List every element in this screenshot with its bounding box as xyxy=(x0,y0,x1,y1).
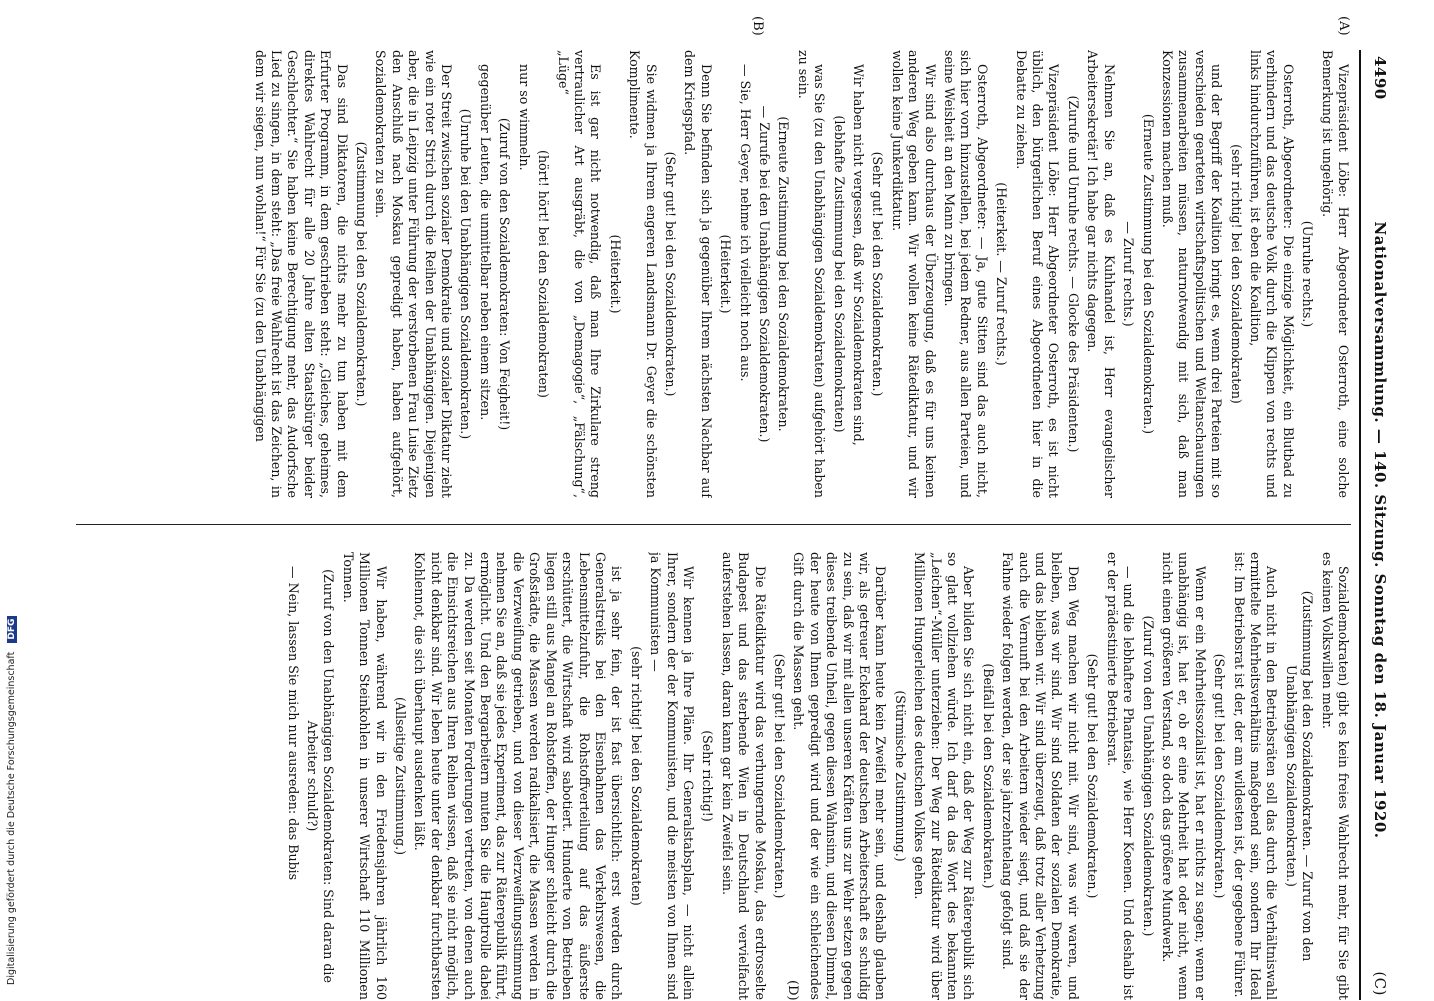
paragraph: Das sind Diktatoren, die nichts mehr zu tun haben mit dem Erfurter Programm, in dem geschrieben steht: „Gleiches, geheimes, direktes Wahlrecht für alle 20 Jahre alten Staatsbürger beider Geschlechter.“ Sie haben keine Berechtigung mehr, das Audorfsche Lied zu singen, in dem steht: „Das freie Wahlrecht ist das Zeichen, in dem wir siegen, nun wohlan!“ Für Sie (zu den Unabhängigen xyxy=(252,50,350,498)
document-page xyxy=(65,16,1395,1001)
paragraph: — Sie, Herr Geyer, nehme ich vielleicht noch aus. xyxy=(737,64,753,382)
paragraph: (Sehr gut! bei den Sozialdemokraten.) xyxy=(662,151,678,397)
margin-marker-d: (D) xyxy=(785,980,800,1001)
digitization-credit xyxy=(6,0,20,985)
paragraph: Darüber kann heute kein Zweifel mehr sein, und deshalb glauben wir, als getreuer Eckehard der deutschen Arbeiterschaft es schuldig zu sein, daß wir mit allen unseren Kräften uns zur Wehr setzen gegen dieses treibende Unheil, gegen diesen Wahnsinn, und diesen Dimmel, der heute von Ihnen gepredigt wird und der wie ein schleichendes Gift durch die Massen geht. xyxy=(791,552,889,1000)
dfg-logo: DFG xyxy=(7,616,17,643)
left-text-column xyxy=(76,50,1351,498)
paragraph: — Nein, lassen Sie mich nur ausreden: das Bubis xyxy=(285,566,301,881)
paragraph: (Erneute Zustimmung bei den Sozialdemokraten.) xyxy=(1140,113,1156,435)
paragraph: (Allseitige Zustimmung.) xyxy=(393,696,409,856)
paragraph: (Zustimmung bei den Sozialdemokraten. — Zuruf von den Unabhängigen Sozialdemokraten.) xyxy=(1283,590,1316,962)
paragraph: Sozialdemokraten) gibt es kein freies Wahlrecht mehr, für Sie gibt es keinen Volkswillen mehr. xyxy=(1319,552,1351,1000)
paragraph: Osterroth, Abgeordneter: — Ja, gute Sitten sind das auch nicht, sich hier vorn hinzustellen, bei jedem Redner, aus allen Parteien, und seine Weisheit an den Mann zu bringen. xyxy=(942,50,990,498)
paragraph: — Zuruf rechts.) xyxy=(1121,221,1137,327)
paragraph: Sie widmen ja Ihrem engeren Landsmann Dr. Geyer die schönsten Komplimente. xyxy=(627,50,659,498)
paragraph: (Zuruf von den Unabhängigen Sozialdemokraten.) xyxy=(1140,615,1156,937)
paragraph: Den Weg machen wir nicht mit. Wir sind, was wir waren, und bleiben, was wir sind. Wir sind Soldaten der sozialen Demokratie, und das bleiben wir. Wir sind überzeugt, daß trotz aller Verhetzung auch die Vernunft bei den Arbeitern wieder siegt, und daß sie der Fahne wieder folgen werden, der sie jahrzehntelang gefolgt sind. xyxy=(1000,552,1081,1000)
paragraph: Denn Sie befinden sich ja gegenüber Ihrem nächsten Nachbar auf dem Kriegspfad. xyxy=(682,50,714,498)
paragraph: Es ist gar nicht notwendig, daß man Ihre Zirkulare streng vertraulicher Art ausgräbt, die von „Demagogie“, „Fälschung“, „Lüge“ xyxy=(555,50,604,498)
paragraph: (Heiterkeit.) xyxy=(607,234,623,314)
margin-marker-b: (B) xyxy=(750,16,765,36)
paragraph: Aber bilden Sie sich nicht ein, daß der Weg zur Räterepublik sich so glatt vollziehen würde. Ich darf da das Wort des bekannten „Leichen“-Müller unterziehen: Der Weg zur Rätediktatur wird über Millionen Hungerleichen des deutschen Volkes gehen. xyxy=(912,552,977,1000)
paragraph: was Sie (zu den Unabhängigen Sozialdemokraten) aufgehört haben zu sein. xyxy=(795,50,828,498)
page-title: Nationalversammlung. — 140. Sitzung. Sonntag den 18. Januar 1920. xyxy=(1371,221,1389,839)
paragraph: (Zuruf von den Sozialdemokraten: Von Feigheit!) xyxy=(497,117,513,431)
paragraph: (Heiterkeit. — Zuruf rechts.) xyxy=(994,182,1010,366)
credit-text: Digitalisierung gefördert durch die Deutsche Forschungsgemeinschaft xyxy=(6,651,17,985)
paragraph: (Sehr gut! bei den Sozialdemokraten.) xyxy=(772,653,787,899)
paragraph: Vizepräsident Löbe: Herr Abgeordneter Osterroth, es ist nicht üblich, den bürgerlichen Beruf eines Abgeordneten hier in die Debatte zu ziehen. xyxy=(1013,50,1062,498)
paragraph: ist ja sehr fein, der ist fast übersichtlich: erst werden durch Generalstreiks bei den Eisenbahnen das Verkehrswesen, die Lebensmittelzufuhr, die Rohstoffverteilung auf das äußerste erschüttert, die Wirtschaft wird sabotiert. Hunderte von Betrieben liegen still aus Mangel an Rohstoffen, der Hunger schleicht durch die Großstädte, die Massen werden radikalisiert, die Massen werden in die Verzweiflung getrieben, und von dieser Verzweiflungsstimmung nehmen Sie an, daß sie jedes Experiment, das zur Räterepublik führt, ermöglicht. Und den Bergarbeitern muten Sie die Hauptrolle dabei zu. Da werden seit Monaten Forderungen vertreten, von denen auch die Einsichtsreichen aus Ihren Reihen wissen, daß sie nicht möglich, nicht denkbar sind. Wir leben heute unter der denkbar furchtbarsten Kohlennot, die sich überhaupt ausdenken läßt. xyxy=(412,552,625,1000)
paragraph: und der Begriff der Koalition bringt es, wenn drei Parteien mit so verschieden gearteten wirtschaftspolitischen und Weltanschauungen zusammenarbeiten müssen, naturnotwendig mit sich, daß man Konzessionen machen muß. xyxy=(1159,50,1225,498)
paragraph: Nehmen Sie an, daß es Kuhhandel ist, Herr evangelischer Arbeitersekretär! Ich habe gar nichts dagegen. xyxy=(1085,50,1117,498)
paragraph: (Heiterkeit.) xyxy=(718,234,734,314)
paragraph: (sehr richtig! bei den Sozialdemokraten) xyxy=(1228,144,1244,404)
page-number: 4490 xyxy=(1371,56,1389,100)
paragraph: (Beifall bei den Sozialdemokraten.) xyxy=(980,663,996,889)
paragraph: Vizepräsident Löbe: Herr Abgeordneter Osterroth, eine solche Bemerkung ist ungehörig. xyxy=(1319,50,1351,498)
column-divider xyxy=(76,524,1351,525)
paragraph: Der Streit zwischen sozialer Demokratie und sozialer Diktatur zieht wie ein roter Strich durch die Reihen der Unabhängigen. Diejenigen aber, die in Leipzig unter Führung der verstorbenen Frau Luise Zietz den Anschluß nach Moskau gepredigt haben, haben aufgehört, Sozialdemokraten zu sein. xyxy=(373,50,455,498)
paragraph: (Zustimmung bei den Sozialdemokraten.) xyxy=(354,141,370,407)
paragraph: (Unruhe rechts.) xyxy=(1300,220,1316,328)
paragraph: (Sehr gut! bei den Sozialdemokraten.) xyxy=(1085,653,1101,899)
paragraph: Auch nicht in den Betriebsräten soll das durch die Verhältniswahl ermittelte Mehrheitsverhältnis maßgebend sein, sondern Ihr Ideal ist: Im Betriebsrat ist der, der am wildesten ist, der gegebene Führer. xyxy=(1231,552,1280,1000)
paragraph: (Erneute Zustimmung bei den Sozialdemokraten. xyxy=(776,116,792,432)
right-text-column xyxy=(76,552,1351,1000)
paragraph: (Sehr gut! bei den Sozialdemokraten.) xyxy=(1212,653,1228,899)
paragraph: Wir haben nicht vergessen, daß wir Sozialdemokraten sind, xyxy=(851,64,867,446)
paragraph: (sehr richtig! bei den Sozialdemokraten) xyxy=(628,646,644,906)
paragraph: Die Rätediktatur wird das verhungernde Moskau, das erdrosselte Budapest und das sterbende Wien in Deutschland vervielfacht auferstehen lassen, daran kann gar kein Zweifel sein. xyxy=(719,552,768,1000)
paragraph: Osterroth, Abgeordneter: Die einzige Möglichkeit, ein Blutbad zu verhindern und das deutsche Volk durch die Klippen von rechts und links hindurchzuführen, ist eben die Koalition, xyxy=(1247,50,1296,498)
paragraph: — und die lebhaftere Phantasie, wie Herr Koenen. Und deshalb ist er der prädestinierte Betriebsrat. xyxy=(1104,552,1137,1000)
paragraph: Wir haben, während wir in den Friedensjahren jährlich 160 Millionen Tonnen Steinkohlen in unserer Wirtschaft 110 Millionen Tonnen. xyxy=(340,552,389,1000)
paragraph: (Stürmische Zustimmung.) xyxy=(892,690,908,862)
paragraph: (Zurufe und Unruhe rechts. — Glocke des Präsidenten.) xyxy=(1065,95,1081,453)
paragraph: gegenüber Leuten, die unmittelbar neben einem sitzen. xyxy=(477,64,493,421)
paragraph: — Zurufe bei den Unabhängigen Sozialdemokraten.) xyxy=(757,105,772,443)
paragraph: (Sehr richtig!) xyxy=(700,730,716,822)
paragraph: Wir kennen ja Ihre Pläne. Ihr Generalstabsplan, — nicht allein Ihrer, sondern der der Kommunisten, und die meisten von Ihnen sind ja Kommunisten — xyxy=(648,552,696,1000)
paragraph: Wir sind also durchaus der Überzeugung, daß es für uns keinen anderen Weg geben kann. Wir wollen keine Rätediktatur, und wir wollen keine Junkerdiktatur. xyxy=(889,50,938,498)
page-header xyxy=(1359,50,1395,1000)
margin-marker-c: (C) xyxy=(1371,971,1389,996)
paragraph: (lebhafte Zustimmung bei den Sozialdemokraten) xyxy=(831,115,847,433)
paragraph: (hört! hört! bei den Sozialdemokraten) xyxy=(536,150,552,398)
paragraph: (Unruhe bei den Unabhängigen Sozialdemokraten.) xyxy=(458,108,474,440)
paragraph: (Sehr gut! bei den Sozialdemokraten.) xyxy=(870,151,886,397)
paragraph: nur so wimmeln. xyxy=(516,64,532,171)
paragraph: (Zuruf von den Unabhängigen Sozialdemokraten: Sind daran die Arbeiter schuld?) xyxy=(305,569,337,983)
paragraph: Wenn er ein Mehrheitssozialist ist, hat er nichts zu sagen; wenn er unabhängig ist, hat er, ob er eine Mehrheit hat oder nicht, wenn nicht einen größeren Verstand, so doch das größere Mundwerk. xyxy=(1159,552,1208,1000)
margin-marker-a: (A) xyxy=(1336,16,1351,36)
